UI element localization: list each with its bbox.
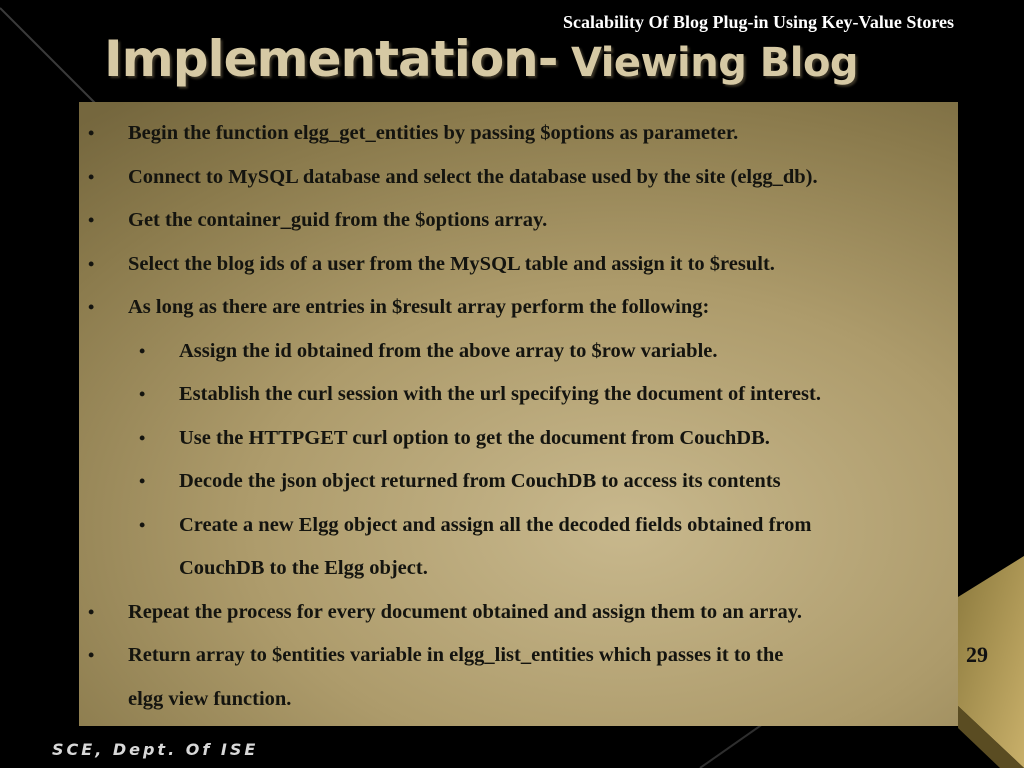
bullet-item (79, 591, 958, 635)
bullet-dot: • (88, 166, 95, 187)
presentation-title: Scalability Of Blog Plug-in Using Key-Value Stores (562, 12, 954, 32)
bullet-text: CouchDB to the Elgg object. (179, 557, 428, 579)
bullet-continuation (79, 678, 958, 722)
slide-title-main: Implementation- (104, 30, 558, 88)
bullet-text: Create a new Elgg object and assign all the decoded fields obtained from (179, 513, 812, 536)
bullet-dot: • (88, 210, 95, 230)
bullet-dot: • (139, 514, 146, 535)
bullet-text: elgg view function. (128, 687, 292, 710)
bullet-text: Repeat the process for every document obtained and assign them to an array. (128, 600, 802, 623)
bullet-item (79, 156, 958, 200)
sub-bullet-item (79, 373, 958, 417)
page-number: 29 (966, 642, 988, 667)
slide-title-sub: Viewing Blog (557, 40, 859, 86)
bullet-dot: • (139, 427, 146, 448)
sub-bullet-item (79, 417, 958, 461)
bullet-dot: • (88, 645, 95, 665)
sub-bullet-item (79, 460, 958, 504)
bullet-text: Assign the id obtained from the above array to $row variable. (179, 339, 718, 362)
footer-department: SCE, Dept. Of ISE (52, 740, 259, 759)
bullet-text: Select the blog ids of a user from the MySQL table and assign it to $result. (128, 252, 775, 275)
sub-bullet-item (79, 504, 958, 548)
bullet-list (79, 112, 958, 721)
sub-bullet-continuation (79, 547, 958, 591)
bullet-dot: • (139, 471, 146, 491)
bullet-text: Get the container_guid from the $options array. (128, 209, 548, 231)
content-panel (79, 102, 958, 726)
bullet-text: Return array to $entities variable in elgg_list_entities which passes it to the (128, 644, 784, 666)
bullet-text: As long as there are entries in $result array perform the following: (128, 296, 710, 318)
bullet-item (79, 634, 958, 678)
bullet-dot: • (139, 340, 146, 361)
sub-bullet-item (79, 330, 958, 374)
bullet-dot: • (88, 297, 95, 317)
bullet-item (79, 286, 958, 330)
bullet-text: Use the HTTPGET curl option to get the document from CouchDB. (179, 426, 770, 449)
bullet-item (79, 243, 958, 287)
bullet-item (79, 112, 958, 156)
bullet-text: Decode the json object returned from CouchDB to access its contents (179, 470, 781, 492)
bullet-dot: • (88, 123, 95, 143)
bullet-text: Establish the curl session with the url specifying the document of interest. (179, 383, 821, 405)
bullet-text: Connect to MySQL database and select the database used by the site (elgg_db). (128, 165, 818, 188)
bullet-dot: • (88, 253, 95, 274)
bullet-item (79, 199, 958, 243)
bullet-dot: • (88, 601, 95, 622)
bullet-dot: • (139, 384, 146, 404)
bullet-text: Begin the function elgg_get_entities by passing $options as parameter. (128, 122, 739, 144)
slide-title (104, 30, 858, 88)
